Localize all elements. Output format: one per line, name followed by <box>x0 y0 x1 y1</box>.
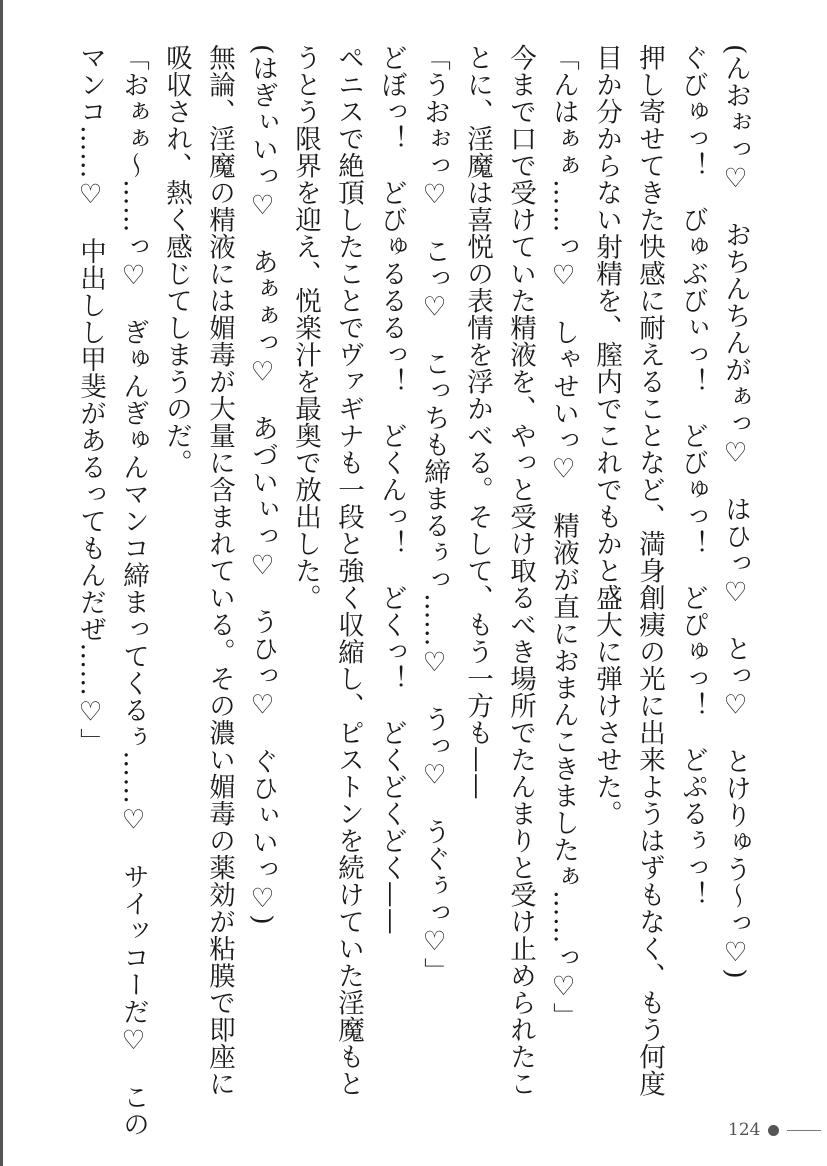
text-column: 今まで口で受けていた精液を、やっと受け取るべき場所でたんまりと受け止められたこ <box>505 44 536 1097</box>
text-column: 「うおぉっ♡ こっ♡ こっちも締まるぅっ……♡ うっ♡ うぐぅっ♡」 <box>419 44 450 985</box>
text-column: ペニスで絶頂したことでヴァギナも一段と強く収縮し、ピストンを続けていた淫魔もと <box>333 44 364 1097</box>
text-column: 目か分からない射精を、膣内でこれでもかと盛大に弾けさせた。 <box>591 44 622 827</box>
text-column: うとう限界を迎え、悦楽汁を最奥で放出した。 <box>290 44 321 611</box>
binding-gutter <box>0 0 3 1166</box>
text-column: 「んはぁぁ……っ♡ しゃせいっ♡ 精液が直におまんこきましたぁ……っ♡」 <box>548 44 579 1030</box>
text-column: (はぎぃいっ♡ あぁぁっ♡ あづいぃっ♡ うひっ♡ ぐひぃいっ♡) <box>247 44 278 926</box>
page-number: 124 <box>728 1120 761 1140</box>
text-column: どぼっ！ どびゅるるるっ！ どくんっ！ どくっ！ どくどくどく—— <box>376 44 407 935</box>
page-folio <box>728 1120 821 1140</box>
text-column: ぐびゅっ！ びゅぶびぃっ！ どびゅっ！ どぴゅっ！ どぷるぅっ！ <box>677 44 708 908</box>
text-column: 「おぁぁ〜……っ♡ ぎゅんぎゅんマンコ締まってくるぅ……♡ サイッコーだ♡ この <box>118 44 149 1138</box>
text-column: 吸収され、熱く感じてしまうのだ。 <box>161 44 192 476</box>
folio-rule <box>787 1130 821 1131</box>
text-column: 押し寄せてきた快感に耐えることなど、満身創痍の光に出来ようはずもなく、もう何度 <box>634 44 665 1097</box>
folio-dot-icon <box>768 1125 779 1136</box>
text-column: とに、淫魔は喜悦の表情を浮かべる。そして、もう一方も—— <box>462 44 493 800</box>
text-column: マンコ……♡ 中出しし甲斐があるってもんだぜ……♡」 <box>75 44 106 755</box>
text-column: 無論、淫魔の精液には媚毒が大量に含まれている。その濃い媚毒の薬効が粘膜で即座に <box>204 44 235 1097</box>
text-column: (んおぉっ♡ おちんちんがぁっ♡ はひっ♡ とっ♡ とけりゅう〜っ♡) <box>720 44 751 980</box>
